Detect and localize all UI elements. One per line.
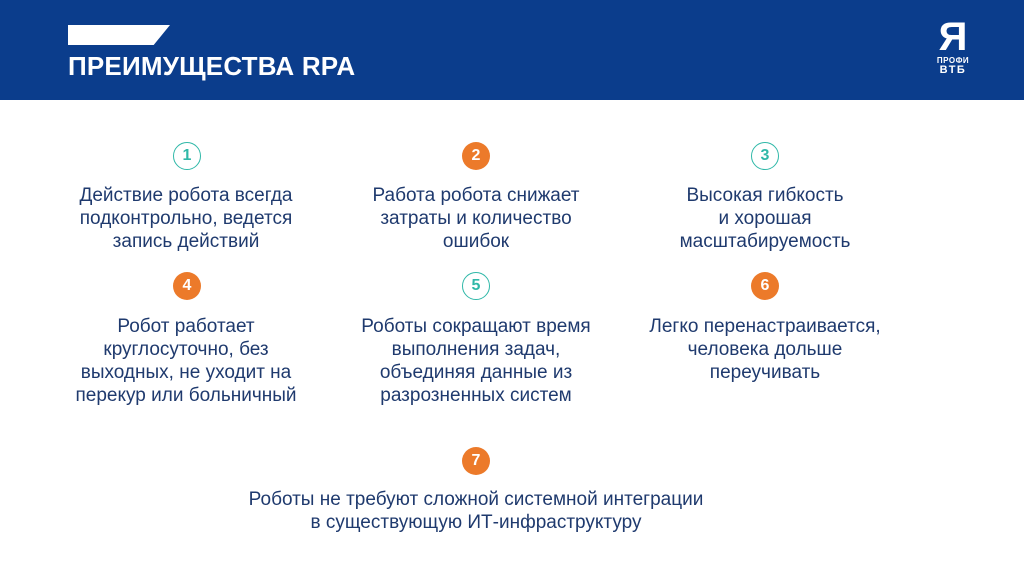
logo-mark: Я <box>938 15 968 59</box>
item-5-number-badge: 5 <box>462 272 490 300</box>
logo <box>930 15 976 76</box>
item-2-text: Работа робота снижает затраты и количество ошибок <box>372 185 580 252</box>
item-3-text: Высокая гибкость и хорошая масштабируемость <box>679 185 851 252</box>
item-2-number-badge: 2 <box>462 142 490 170</box>
item-1-text: Действие робота всегда подконтрольно, ведется запись действий <box>79 185 293 252</box>
header <box>0 0 1024 100</box>
item-6-text: Легко перенастраивается, человека дольше переучивать <box>649 316 881 383</box>
item-6-number-badge: 6 <box>751 272 779 300</box>
header-accent-bar <box>68 25 170 45</box>
page-title: ПРЕИМУЩЕСТВА RPA <box>68 51 356 81</box>
item-5-text: Роботы сокращают время выполнения задач, объединяя данные из разрозненных систем <box>361 316 591 406</box>
item-7-text: Роботы не требуют сложной системной интеграции в существующую ИТ-инфраструктуру <box>248 489 704 533</box>
item-1-number-badge: 1 <box>173 142 201 170</box>
item-4-text: Робот работает круглосуточно, без выходных, не уходит на перекур или больничный <box>75 316 297 406</box>
item-4-number-badge: 4 <box>173 272 201 300</box>
logo-sub: ПРОФИ <box>936 56 970 65</box>
logo-brand: ВТБ <box>939 64 967 76</box>
item-3-number-badge: 3 <box>751 142 779 170</box>
item-7-number-badge: 7 <box>462 447 490 475</box>
